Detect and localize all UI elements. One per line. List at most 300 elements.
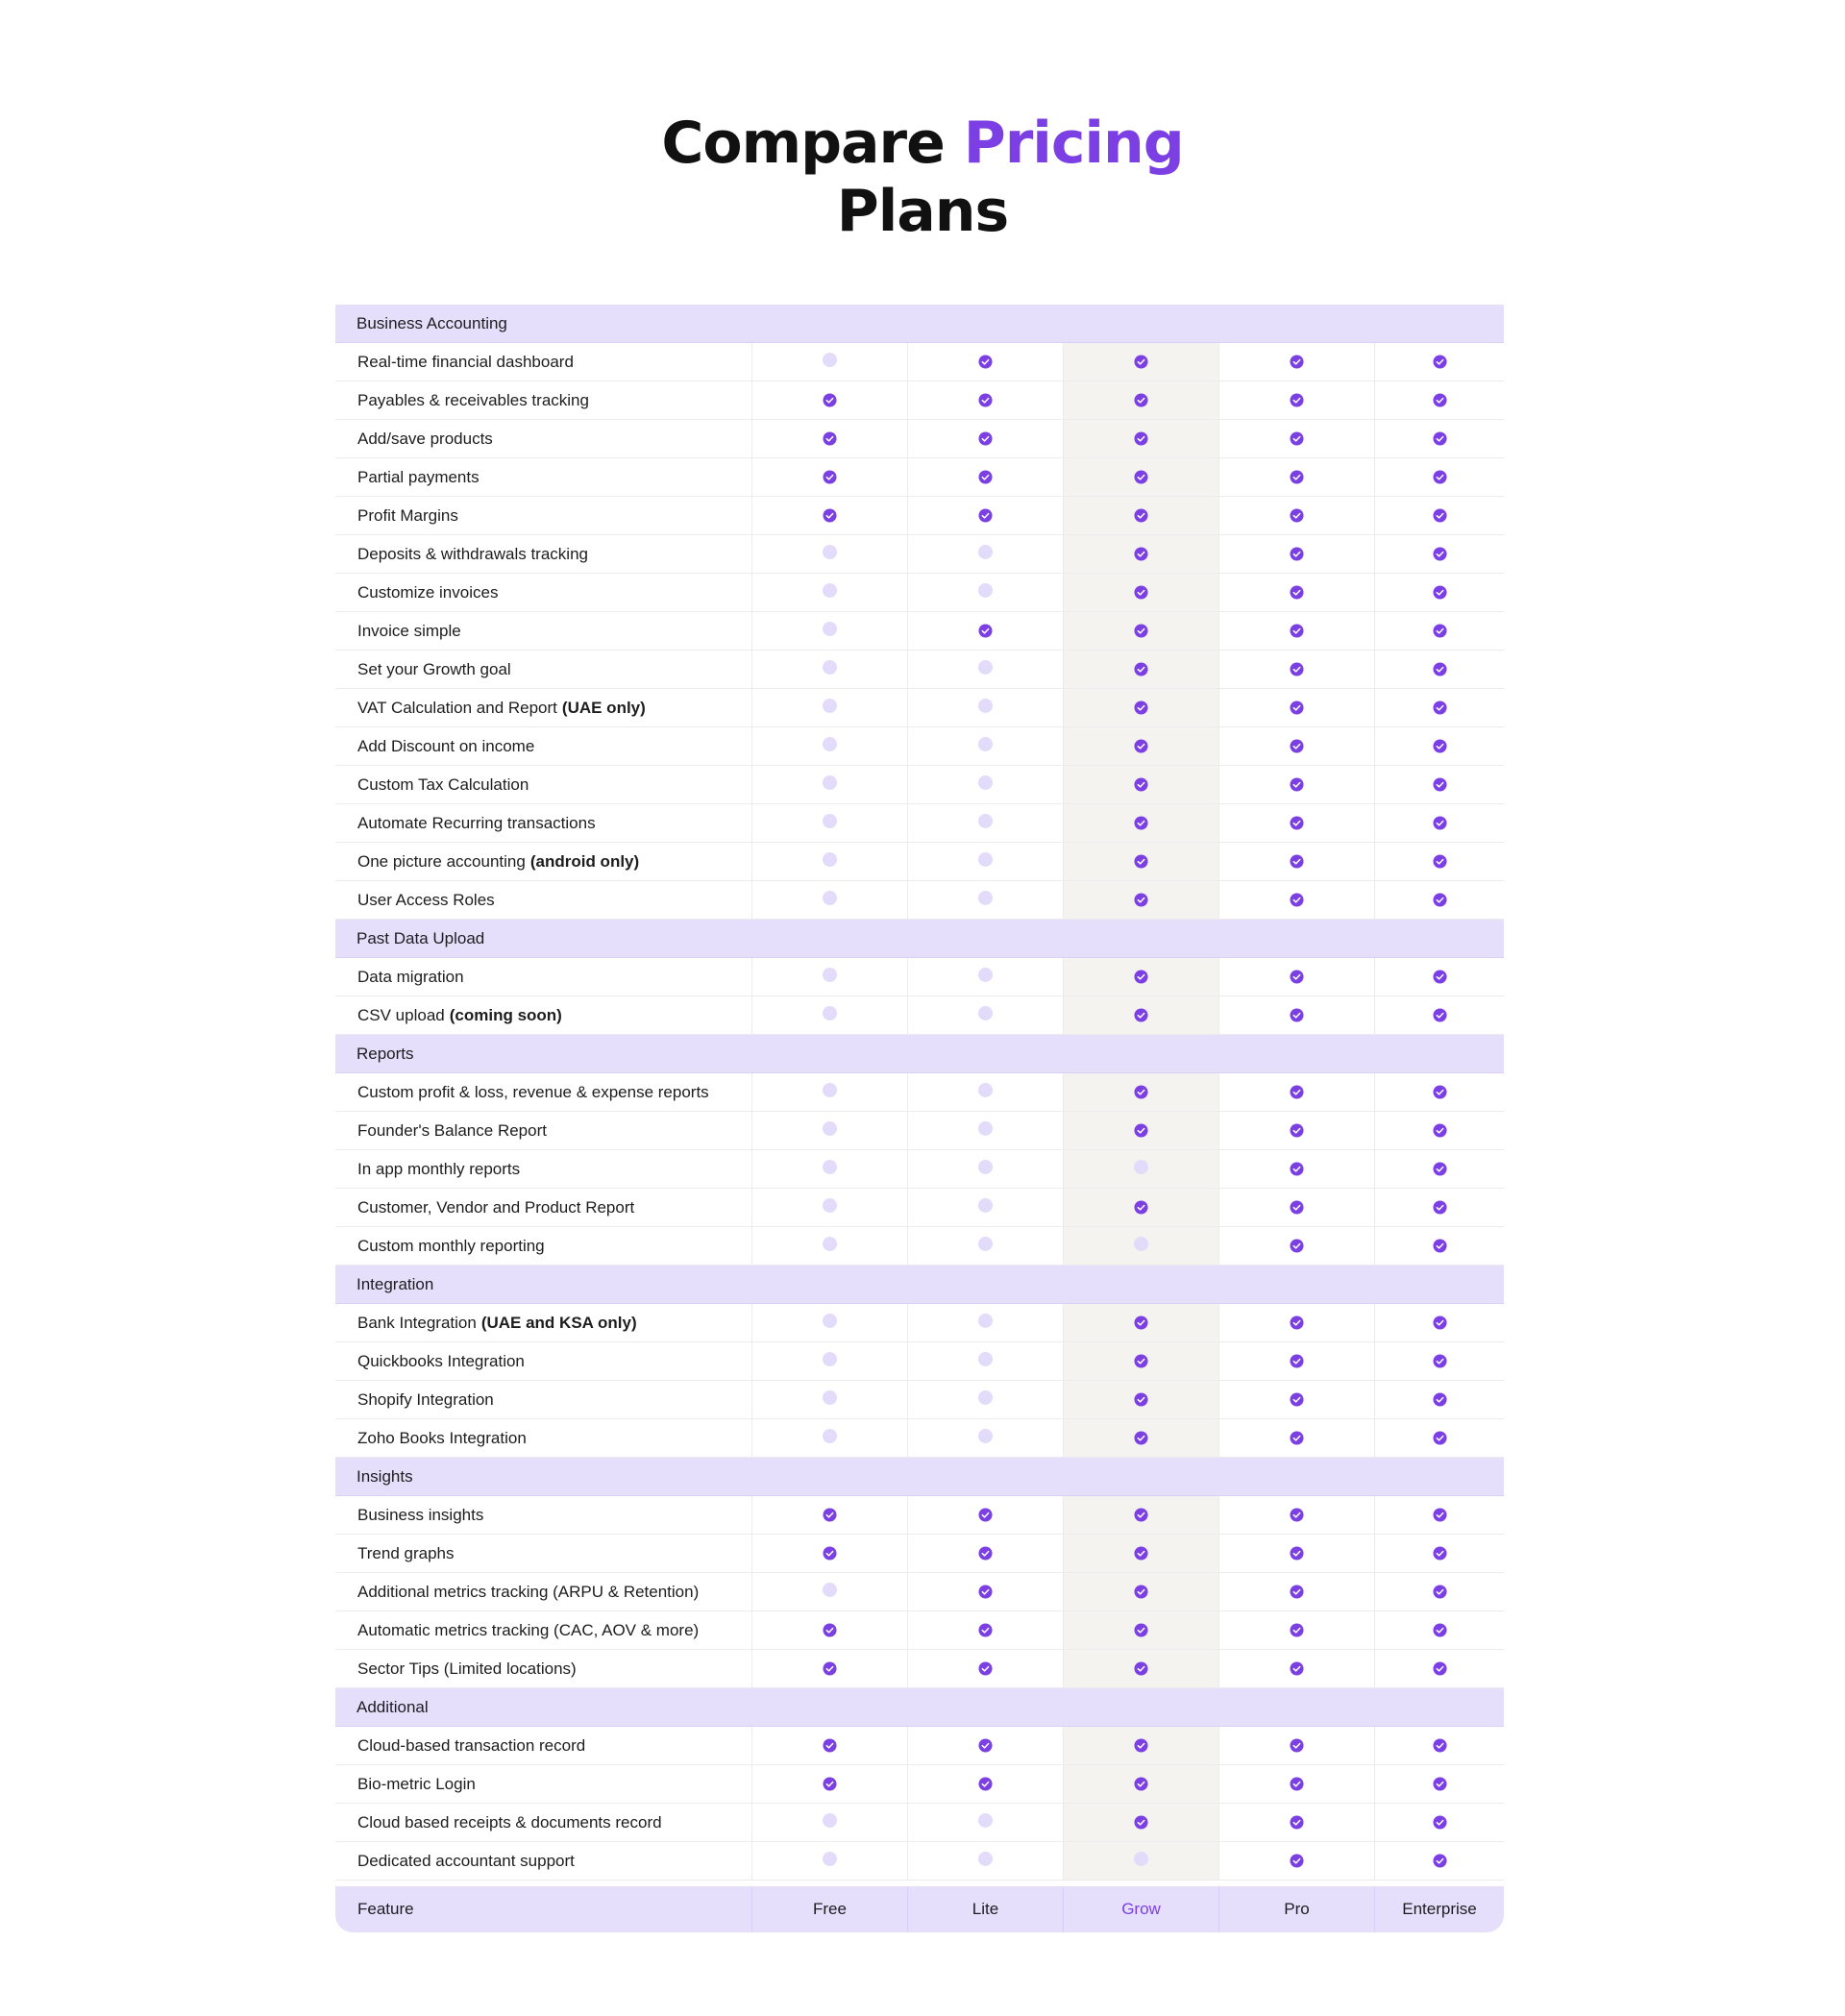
feature-row bbox=[335, 1611, 1504, 1650]
feature-row bbox=[335, 1842, 1504, 1881]
plan-label-free: Free bbox=[751, 1886, 907, 1932]
plan-cell-enterprise bbox=[1374, 1804, 1504, 1841]
plan-cell-enterprise bbox=[1374, 843, 1504, 880]
plan-cell-pro bbox=[1218, 497, 1374, 534]
plan-cell-enterprise bbox=[1374, 1073, 1504, 1111]
check-circle-icon bbox=[1290, 970, 1304, 984]
empty-dot-icon bbox=[978, 852, 993, 867]
empty-dot-icon bbox=[978, 775, 993, 790]
check-circle-icon bbox=[1290, 393, 1304, 407]
plan-cell-pro bbox=[1218, 1573, 1374, 1610]
empty-dot-icon bbox=[823, 1160, 837, 1174]
feature-name bbox=[335, 343, 751, 381]
check-circle-icon bbox=[1134, 1508, 1148, 1522]
empty-dot-icon bbox=[978, 891, 993, 905]
empty-dot-icon bbox=[1134, 1237, 1148, 1251]
plan-cell-grow bbox=[1063, 458, 1218, 496]
check-circle-icon bbox=[1290, 624, 1304, 638]
check-circle-icon bbox=[1134, 1815, 1148, 1830]
check-circle-icon bbox=[1433, 393, 1447, 407]
plan-cell-enterprise bbox=[1374, 535, 1504, 573]
empty-dot-icon bbox=[823, 1198, 837, 1213]
empty-dot-icon bbox=[978, 1083, 993, 1097]
plan-cell-free bbox=[751, 1804, 907, 1841]
plan-cell-lite bbox=[907, 535, 1063, 573]
check-circle-icon bbox=[1134, 1661, 1148, 1676]
plan-cell-enterprise bbox=[1374, 1150, 1504, 1188]
feature-name bbox=[335, 1765, 751, 1803]
feature-label: Custom profit & loss, revenue & expense reports bbox=[357, 1082, 709, 1101]
check-circle-icon bbox=[1433, 1623, 1447, 1637]
check-circle-icon bbox=[1290, 816, 1304, 830]
empty-dot-icon bbox=[978, 1121, 993, 1136]
check-circle-icon bbox=[1433, 1123, 1447, 1138]
check-circle-icon bbox=[1290, 739, 1304, 753]
check-circle-icon bbox=[1134, 1585, 1148, 1599]
check-circle-icon bbox=[1134, 585, 1148, 600]
check-circle-icon bbox=[1433, 662, 1447, 676]
plan-cell-grow bbox=[1063, 535, 1218, 573]
feature-name bbox=[335, 804, 751, 842]
check-circle-icon bbox=[1433, 854, 1447, 869]
feature-name bbox=[335, 843, 751, 880]
plan-cell-lite bbox=[907, 881, 1063, 919]
plan-cell-pro bbox=[1218, 1150, 1374, 1188]
plan-cell-pro bbox=[1218, 1189, 1374, 1226]
feature-label: Additional metrics tracking (ARPU & Retention) bbox=[357, 1582, 700, 1601]
plan-cell-lite bbox=[907, 1727, 1063, 1764]
check-circle-icon bbox=[978, 1585, 993, 1599]
plan-cell-free bbox=[751, 612, 907, 650]
check-circle-icon bbox=[1134, 662, 1148, 676]
feature-label: Sector Tips (Limited locations) bbox=[357, 1659, 577, 1678]
feature-name bbox=[335, 1842, 751, 1880]
check-circle-icon bbox=[1134, 547, 1148, 561]
feature-label: User Access Roles bbox=[357, 890, 495, 909]
plan-cell-lite bbox=[907, 958, 1063, 996]
feature-row bbox=[335, 497, 1504, 535]
feature-name bbox=[335, 1650, 751, 1687]
check-circle-icon bbox=[978, 1738, 993, 1753]
feature-label: Shopify Integration bbox=[357, 1389, 494, 1409]
check-circle-icon bbox=[1433, 624, 1447, 638]
feature-name bbox=[335, 651, 751, 688]
plan-cell-lite bbox=[907, 612, 1063, 650]
empty-dot-icon bbox=[823, 660, 837, 675]
feature-label: Payables & receivables tracking bbox=[357, 390, 589, 409]
plan-cell-pro bbox=[1218, 1304, 1374, 1341]
plan-cell-free bbox=[751, 1419, 907, 1457]
feature-label: Data migration bbox=[357, 967, 464, 986]
empty-dot-icon bbox=[978, 699, 993, 713]
check-circle-icon bbox=[1290, 1546, 1304, 1561]
plan-cell-grow bbox=[1063, 1112, 1218, 1149]
plan-cell-pro bbox=[1218, 1381, 1374, 1418]
check-circle-icon bbox=[823, 1661, 837, 1676]
check-circle-icon bbox=[1134, 1738, 1148, 1753]
feature-name bbox=[335, 1496, 751, 1534]
check-circle-icon bbox=[823, 470, 837, 484]
plan-cell-free bbox=[751, 1496, 907, 1534]
feature-row bbox=[335, 958, 1504, 996]
feature-row bbox=[335, 381, 1504, 420]
plan-cell-pro bbox=[1218, 612, 1374, 650]
check-circle-icon bbox=[1134, 777, 1148, 792]
feature-label: Bank Integration bbox=[357, 1313, 477, 1332]
feature-row bbox=[335, 1727, 1504, 1765]
check-circle-icon bbox=[1134, 970, 1148, 984]
check-circle-icon bbox=[978, 470, 993, 484]
feature-name bbox=[335, 1381, 751, 1418]
check-circle-icon bbox=[1290, 1508, 1304, 1522]
plan-cell-pro bbox=[1218, 881, 1374, 919]
plan-cell-lite bbox=[907, 1073, 1063, 1111]
feature-name bbox=[335, 881, 751, 919]
plan-cell-lite bbox=[907, 458, 1063, 496]
check-circle-icon bbox=[823, 1738, 837, 1753]
empty-dot-icon bbox=[978, 583, 993, 598]
check-circle-icon bbox=[978, 1777, 993, 1791]
plan-cell-lite bbox=[907, 1419, 1063, 1457]
feature-label: Trend graphs bbox=[357, 1543, 455, 1562]
check-circle-icon bbox=[823, 1777, 837, 1791]
feature-row bbox=[335, 1573, 1504, 1611]
plan-cell-grow bbox=[1063, 1765, 1218, 1803]
check-circle-icon bbox=[1134, 1431, 1148, 1445]
check-circle-icon bbox=[1134, 1392, 1148, 1407]
empty-dot-icon bbox=[823, 1237, 837, 1251]
plan-cell-free bbox=[751, 689, 907, 726]
check-circle-icon bbox=[1433, 1508, 1447, 1522]
check-circle-icon bbox=[1433, 1854, 1447, 1868]
check-circle-icon bbox=[1433, 1354, 1447, 1368]
plan-cell-enterprise bbox=[1374, 1765, 1504, 1803]
plan-cell-lite bbox=[907, 1227, 1063, 1265]
check-circle-icon bbox=[1433, 1431, 1447, 1445]
plan-cell-enterprise bbox=[1374, 1611, 1504, 1649]
check-circle-icon bbox=[1433, 816, 1447, 830]
check-circle-icon bbox=[978, 1546, 993, 1561]
section-title: Integration bbox=[357, 1274, 434, 1293]
page-title bbox=[0, 110, 1845, 246]
feature-row bbox=[335, 535, 1504, 574]
check-circle-icon bbox=[823, 1623, 837, 1637]
feature-label: Business insights bbox=[357, 1505, 484, 1524]
plan-cell-lite bbox=[907, 1650, 1063, 1687]
plan-cell-free bbox=[751, 1727, 907, 1764]
plan-cell-grow bbox=[1063, 996, 1218, 1034]
check-circle-icon bbox=[1134, 508, 1148, 523]
feature-label: Set your Growth goal bbox=[357, 659, 511, 678]
check-circle-icon bbox=[1290, 1315, 1304, 1330]
feature-label: Automatic metrics tracking (CAC, AOV & more) bbox=[357, 1620, 700, 1639]
plan-cell-free bbox=[751, 1573, 907, 1610]
check-circle-icon bbox=[1134, 393, 1148, 407]
feature-row bbox=[335, 574, 1504, 612]
plan-cell-enterprise bbox=[1374, 1419, 1504, 1457]
empty-dot-icon bbox=[978, 1352, 993, 1366]
feature-label: Partial payments bbox=[357, 467, 480, 486]
check-circle-icon bbox=[978, 624, 993, 638]
plan-cell-grow bbox=[1063, 804, 1218, 842]
plan-cell-enterprise bbox=[1374, 1535, 1504, 1572]
feature-name bbox=[335, 1611, 751, 1649]
feature-name bbox=[335, 996, 751, 1034]
plan-cell-free bbox=[751, 958, 907, 996]
empty-dot-icon bbox=[978, 660, 993, 675]
feature-label: Customize invoices bbox=[357, 582, 499, 602]
empty-dot-icon bbox=[823, 1813, 837, 1828]
check-circle-icon bbox=[978, 1661, 993, 1676]
plan-cell-enterprise bbox=[1374, 1727, 1504, 1764]
feature-note: (coming soon) bbox=[449, 1005, 562, 1024]
empty-dot-icon bbox=[978, 1160, 993, 1174]
check-circle-icon bbox=[1433, 1738, 1447, 1753]
plan-cell-free bbox=[751, 1073, 907, 1111]
plan-cell-grow bbox=[1063, 612, 1218, 650]
title-part-2: Plans bbox=[836, 178, 1009, 246]
check-circle-icon bbox=[1290, 1239, 1304, 1253]
plan-cell-pro bbox=[1218, 843, 1374, 880]
feature-label: Add Discount on income bbox=[357, 736, 535, 755]
feature-name bbox=[335, 1535, 751, 1572]
plan-cell-grow bbox=[1063, 1189, 1218, 1226]
feature-name bbox=[335, 497, 751, 534]
feature-row bbox=[335, 1189, 1504, 1227]
plan-cell-lite bbox=[907, 727, 1063, 765]
feature-label: Invoice simple bbox=[357, 621, 461, 640]
plan-cell-lite bbox=[907, 1765, 1063, 1803]
feature-name bbox=[335, 1304, 751, 1341]
plan-cell-free bbox=[751, 1112, 907, 1149]
check-circle-icon bbox=[978, 431, 993, 446]
section-title: Insights bbox=[357, 1466, 413, 1486]
empty-dot-icon bbox=[823, 1852, 837, 1866]
feature-note: (UAE and KSA only) bbox=[480, 1313, 637, 1332]
feature-label: Add/save products bbox=[357, 429, 493, 448]
plan-cell-free bbox=[751, 1765, 907, 1803]
check-circle-icon bbox=[1433, 970, 1447, 984]
plan-cell-pro bbox=[1218, 958, 1374, 996]
check-circle-icon bbox=[1433, 1200, 1447, 1215]
plan-cell-lite bbox=[907, 1112, 1063, 1149]
check-circle-icon bbox=[1290, 1123, 1304, 1138]
plan-cell-enterprise bbox=[1374, 1189, 1504, 1226]
check-circle-icon bbox=[1433, 1085, 1447, 1099]
plan-cell-enterprise bbox=[1374, 1650, 1504, 1687]
check-circle-icon bbox=[1433, 1815, 1447, 1830]
feature-label: Deposits & withdrawals tracking bbox=[357, 544, 588, 563]
plan-cell-grow bbox=[1063, 1611, 1218, 1649]
check-circle-icon bbox=[1290, 893, 1304, 907]
check-circle-icon bbox=[1433, 355, 1447, 369]
plan-cell-free bbox=[751, 804, 907, 842]
feature-row bbox=[335, 343, 1504, 381]
plan-cell-grow bbox=[1063, 843, 1218, 880]
check-circle-icon bbox=[1290, 854, 1304, 869]
check-circle-icon bbox=[1134, 701, 1148, 715]
check-circle-icon bbox=[978, 1623, 993, 1637]
feature-name bbox=[335, 1112, 751, 1149]
plan-cell-grow bbox=[1063, 1496, 1218, 1534]
plan-cell-lite bbox=[907, 1496, 1063, 1534]
plan-cell-enterprise bbox=[1374, 1842, 1504, 1880]
check-circle-icon bbox=[1134, 1546, 1148, 1561]
plan-cell-lite bbox=[907, 843, 1063, 880]
check-circle-icon bbox=[1433, 701, 1447, 715]
feature-row bbox=[335, 1342, 1504, 1381]
feature-row bbox=[335, 1650, 1504, 1688]
empty-dot-icon bbox=[823, 1121, 837, 1136]
plan-cell-free bbox=[751, 651, 907, 688]
feature-name bbox=[335, 1073, 751, 1111]
plan-cell-free bbox=[751, 1227, 907, 1265]
feature-label: Zoho Books Integration bbox=[357, 1428, 527, 1447]
check-circle-icon bbox=[823, 393, 837, 407]
plan-cell-grow bbox=[1063, 497, 1218, 534]
plan-cell-enterprise bbox=[1374, 1112, 1504, 1149]
plan-cell-enterprise bbox=[1374, 1227, 1504, 1265]
plan-cell-grow bbox=[1063, 1650, 1218, 1687]
check-circle-icon bbox=[1433, 547, 1447, 561]
empty-dot-icon bbox=[978, 737, 993, 751]
plan-cell-free bbox=[751, 1535, 907, 1572]
empty-dot-icon bbox=[978, 1006, 993, 1020]
empty-dot-icon bbox=[823, 1006, 837, 1020]
plan-cell-grow bbox=[1063, 689, 1218, 726]
feature-row bbox=[335, 1304, 1504, 1342]
plan-cell-enterprise bbox=[1374, 1573, 1504, 1610]
check-circle-icon bbox=[1433, 739, 1447, 753]
feature-name bbox=[335, 1227, 751, 1265]
check-circle-icon bbox=[1290, 585, 1304, 600]
empty-dot-icon bbox=[823, 891, 837, 905]
plan-cell-free bbox=[751, 497, 907, 534]
plan-cell-free bbox=[751, 1304, 907, 1341]
plan-cell-enterprise bbox=[1374, 1496, 1504, 1534]
plan-cell-pro bbox=[1218, 766, 1374, 803]
empty-dot-icon bbox=[823, 968, 837, 982]
empty-dot-icon bbox=[823, 1083, 837, 1097]
check-circle-icon bbox=[1433, 893, 1447, 907]
plan-cell-lite bbox=[907, 996, 1063, 1034]
empty-dot-icon bbox=[823, 1390, 837, 1405]
plan-cell-grow bbox=[1063, 1304, 1218, 1341]
check-circle-icon bbox=[1290, 547, 1304, 561]
plan-cell-lite bbox=[907, 1342, 1063, 1380]
check-circle-icon bbox=[1290, 1200, 1304, 1215]
plan-cell-pro bbox=[1218, 1765, 1374, 1803]
empty-dot-icon bbox=[823, 1314, 837, 1328]
feature-label: Custom monthly reporting bbox=[357, 1236, 545, 1255]
feature-label: In app monthly reports bbox=[357, 1159, 521, 1178]
plan-label-enterprise: Enterprise bbox=[1374, 1886, 1504, 1932]
feature-name bbox=[335, 958, 751, 996]
feature-name bbox=[335, 1342, 751, 1380]
plan-cell-free bbox=[751, 535, 907, 573]
plan-cell-pro bbox=[1218, 535, 1374, 573]
check-circle-icon bbox=[1290, 508, 1304, 523]
check-circle-icon bbox=[1433, 1661, 1447, 1676]
plan-cell-grow bbox=[1063, 1727, 1218, 1764]
check-circle-icon bbox=[978, 393, 993, 407]
check-circle-icon bbox=[1290, 1738, 1304, 1753]
plan-cell-lite bbox=[907, 1535, 1063, 1572]
section-header bbox=[335, 920, 1504, 958]
plan-cell-grow bbox=[1063, 1342, 1218, 1380]
plan-cell-grow bbox=[1063, 1573, 1218, 1610]
plan-cell-grow bbox=[1063, 766, 1218, 803]
empty-dot-icon bbox=[823, 545, 837, 559]
plan-cell-free bbox=[751, 996, 907, 1034]
plan-cell-free bbox=[751, 881, 907, 919]
section-header bbox=[335, 1035, 1504, 1073]
feature-row bbox=[335, 1804, 1504, 1842]
plan-label-grow: Grow bbox=[1063, 1886, 1218, 1932]
plan-cell-pro bbox=[1218, 996, 1374, 1034]
section-title: Reports bbox=[357, 1044, 414, 1063]
feature-row bbox=[335, 1765, 1504, 1804]
plan-label-pro: Pro bbox=[1218, 1886, 1374, 1932]
title-part-1: Compare bbox=[661, 110, 945, 178]
plan-cell-free bbox=[751, 1611, 907, 1649]
plan-cell-pro bbox=[1218, 1419, 1374, 1457]
plan-cell-grow bbox=[1063, 881, 1218, 919]
empty-dot-icon bbox=[1134, 1160, 1148, 1174]
empty-dot-icon bbox=[978, 968, 993, 982]
feature-name bbox=[335, 727, 751, 765]
check-circle-icon bbox=[978, 1508, 993, 1522]
plan-cell-grow bbox=[1063, 574, 1218, 611]
plan-cell-lite bbox=[907, 1189, 1063, 1226]
plan-cell-lite bbox=[907, 1842, 1063, 1880]
plan-cell-pro bbox=[1218, 1535, 1374, 1572]
plan-cell-free bbox=[751, 381, 907, 419]
feature-name bbox=[335, 1727, 751, 1764]
plan-cell-pro bbox=[1218, 420, 1374, 457]
plan-cell-enterprise bbox=[1374, 458, 1504, 496]
plan-cell-pro bbox=[1218, 1227, 1374, 1265]
plan-cell-lite bbox=[907, 1611, 1063, 1649]
feature-note: (android only) bbox=[529, 851, 640, 871]
plan-cell-pro bbox=[1218, 574, 1374, 611]
plan-cell-enterprise bbox=[1374, 1342, 1504, 1380]
plan-cell-enterprise bbox=[1374, 958, 1504, 996]
plan-cell-pro bbox=[1218, 1727, 1374, 1764]
plan-cell-enterprise bbox=[1374, 651, 1504, 688]
plan-cell-pro bbox=[1218, 727, 1374, 765]
check-circle-icon bbox=[1290, 470, 1304, 484]
plan-cell-free bbox=[751, 1842, 907, 1880]
plan-cell-free bbox=[751, 343, 907, 381]
check-circle-icon bbox=[1134, 854, 1148, 869]
empty-dot-icon bbox=[978, 1429, 993, 1443]
check-circle-icon bbox=[978, 508, 993, 523]
plan-cell-grow bbox=[1063, 727, 1218, 765]
check-circle-icon bbox=[1433, 1162, 1447, 1176]
feature-row bbox=[335, 420, 1504, 458]
plan-cell-free bbox=[751, 766, 907, 803]
check-circle-icon bbox=[823, 508, 837, 523]
check-circle-icon bbox=[1433, 777, 1447, 792]
feature-name bbox=[335, 1804, 751, 1841]
check-circle-icon bbox=[1134, 1354, 1148, 1368]
check-circle-icon bbox=[1290, 1585, 1304, 1599]
check-circle-icon bbox=[1134, 355, 1148, 369]
plan-cell-pro bbox=[1218, 458, 1374, 496]
check-circle-icon bbox=[1134, 1200, 1148, 1215]
feature-row bbox=[335, 727, 1504, 766]
